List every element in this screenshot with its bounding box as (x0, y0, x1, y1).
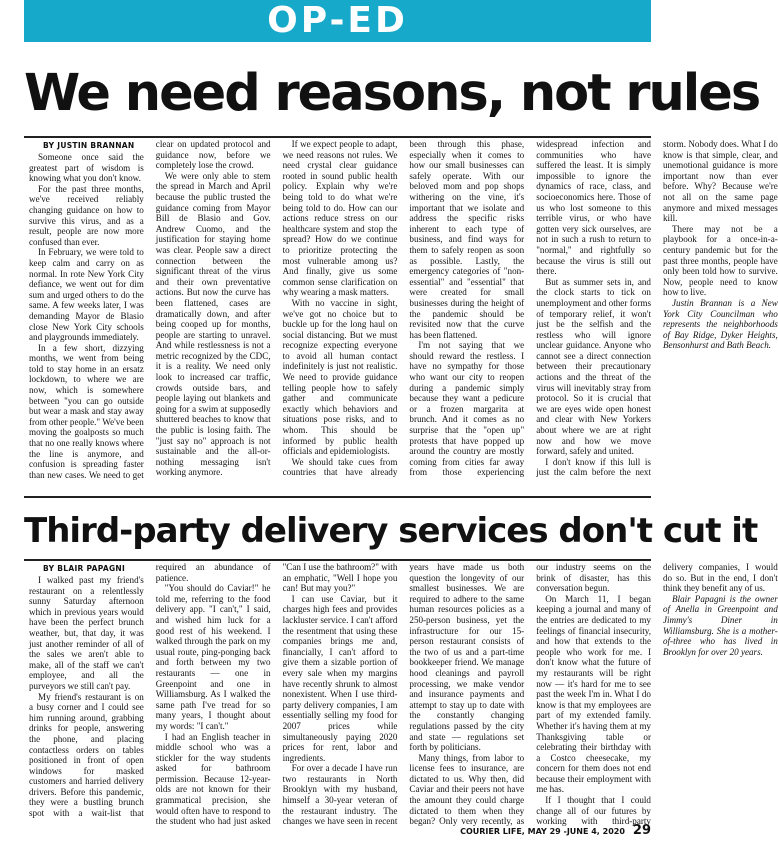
paragraph: I can use Caviar, but it charges high fees and provides lackluster service. I can't afford the resentment that using these companies brings me and, financially, I can't afford to give them a sizable portion of every sale when my margins have recently shrunk to almost nonexistent. When I use third-party delivery companies, I am essentially selling my food for 2007 prices while simultaneously paying 2020 prices for rent, labor and ingredients. (282, 593, 398, 763)
paragraph: There may not be a playbook for a once-in-a-century pandemic but for the past three months, people have only been told how to survive. Now, people need to know how to live. (662, 223, 778, 298)
section-label: OP-ED (267, 0, 408, 41)
paragraph: We were only able to stem the spread in March and April because the public trusted the guidance coming from Mayor Bill de Blasio and Gov. Andrew Cuomo, and the justification for staying home was clear. People saw a direct connection between the significant threat of the virus and their own preventative actions. But now the curve has been flattened, cases are dramatically down, and after being cooped up for months, people are starting to unravel. And while restlessness is not a metric recognized by the CDC, it is a reality. We need only look to increased car traffic, crowds outside bars, and people laying out blankets and going for a swim at supposedly shuttered beaches to know that the public is losing faith. The "just say no" approach is not sustainable and the all-or-nothing messaging isn't working anymore. (155, 170, 271, 478)
paragraph: For the past three months, we've received reliably changing guidance on how to survive this virus, and as a result, people are now more confused than ever. (29, 183, 144, 247)
paragraph: I walked past my friend's restaurant on a relentlessly sunny Saturday afternoon which in previous years would have been the perfect brunch weather, but, that day, it was just another reminder of all of the sales we aren't able to make, all of the staff we can't employee, and all the purveyors we still can't pay. (29, 575, 144, 691)
paragraph: My friend's restaurant is on a busy corner and I could see him running around, grabbing drinks for people, answering the phone, and placing contactless orders on tables positioned in front of open windows for masked customers and harried delivery drivers. Before this pandemic, they were a bustling brunch spot with a wait-list that required an abundance of patience. (29, 562, 271, 819)
paragraph: If I thought that I could change all of our futures by working with third-party delivery companies, I would do so. But in the end, I don't think they benefit any of us. (536, 562, 778, 827)
paragraph: If we expect people to adapt, we need reasons not rules. We need crystal clear guidance rooted in sound public health policy. Explain why we're being told to do what we're being told to do. How can our actions reduce stress on our healthcare system and stop the spread? How do we continue to prioritize protecting the most vulnerable among us? And finally, give us some common sense clarification on why wearing a mask matters. (282, 139, 398, 298)
page-number: 29 (632, 823, 651, 838)
publication-info: COURIER LIFE, MAY 29 -JUNE 4, 2020 (460, 827, 625, 836)
paragraph: With no vaccine in sight, we've got no choice but to buckle up for the long haul on social distancing. But we must recognize expecting everyone to avoid all human contact indefinitely is just not realistic. We need to provide guidance telling people how to safely gather and communicate exactly which behaviors and situations pose risks, and to whom. This should be informed by public health officials and epidemiologists. (282, 297, 398, 457)
author-tagline: Justin Brannan is a New York City Councilman who represents the neighborhoods of Bay Ridge, Dyker Heights, Bensonhurst and Bath Beach. (662, 297, 778, 351)
page-footer (460, 823, 651, 838)
paragraph: We should take cues from countries that have already been through this phase, especially when it comes to how our small businesses can safely operate. With our beloved mom and pop shops withering on the vine, it's important that we isolate and address the specific risks inherent to each type of business, and find ways for them to safely reopen as soon as possible. Lastly, the emergency categories of "non-essential" and "essential" that were created for small businesses during the height of the pandemic should be revisited now that the curve has been flattened. (282, 139, 525, 478)
paragraph: I don't know if this lull is just the calm before the next storm. Nobody does. What I do know is that simple, clear, and unemotional guidance is more important now than ever before. Why? Because we're not all on the same page anymore and mixed messages kill. (536, 139, 778, 478)
article2-byline: BY BLAIR PAPAGNI (43, 564, 126, 573)
paragraph: For over a decade I have run two restaurants in North Brooklyn with my husband, himself a 30-year veteran of the restaurant industry. The changes we have seen in recent years have made us both question the longevity of our smallest businesses. We are required to adhere to the same human resources policies as a 250-person business, yet the infrastructure for our 15-person restaurant consists of the two of us and a part-time bookkeeper friend. We manage hood cleanings and payroll processing, we make vendor and insurance payments and attempt to stay up to date with the constantly changing regulations passed by the city and state — regulations set forth by politicians. (282, 562, 525, 827)
paragraph: But as summer sets in, and the clock starts to tick on unemployment and other forms of temporary relief, it won't just be the selfish and the restless who will ignore unclear guidance. Anyone who cannot see a direct connection between their precautionary actions and the threat of the virus will inevitably stray from protocol. So it is crucial that we are eyes wide open honest and clear with New Yorkers about where we are at right now and how we move forward, safely and united. (536, 276, 651, 457)
article1-body (29, 139, 778, 484)
author-tagline: Blair Papagni is the owner of Anella in Greenpoint and Jimmy's Diner in Williamsburg. She is a mother-of-three who has lived in Brooklyn for over 20 years. (662, 593, 778, 657)
article1-byline: BY JUSTIN BRANNAN (43, 141, 135, 150)
article1-headline: We need reasons, not rules (24, 64, 760, 123)
paragraph: In February, we were told to keep calm and carry on as normal. In rote New York City defiance, we went out for dim sum and urged others to do the same. A few weeks later, I was demanding Mayor de Blasio close New York City schools and playgrounds immediately. (29, 247, 144, 343)
paragraph: "You should do Caviar!" he told me, referring to the food delivery app. "I can't," I said, and wished him luck for a good rest of his weekend. I walked through the park on my usual route, ping-ponging back and forth between my two restaurants — one in Greenpoint and one in Williamsburg. As I walked the same path I've tread for so many years, I thought about my words: "I can't." (155, 583, 271, 731)
paragraph: In a few short, dizzying months, we went from being told to stay home in an ersatz lockdown, to where we are now, which is somewhere between "you can go outside but wear a mask and stay away from other people." We've been moving the goalposts so much that no one really knows where the line is anymore, and confusion is spreading faster than new cases. We need to get clear on updated protocol and guidance now, before we completely lose the crowd. (29, 139, 271, 480)
article2-body (29, 562, 778, 830)
paragraph: I'm not saying that we should reward the restless. I have no sympathy for those who want our city to reopen during a pandemic simply because they want a pedicure or a frozen margarita at brunch. And it comes as no surprise that the "open up" protests that have popped up around the country are mostly coming from cities far away from those experiencing widespread infection and communities who have suffered the least. It is simply impossible to ignore the dynamics of race, class, and socioeconomics here. Those of us who lost someone to this terrible virus, or who have gotten very sick ourselves, are not in such a rush to return to "normal," and rightfully so because the virus is still out there. (409, 139, 651, 478)
headline-rule-bottom (24, 559, 651, 561)
paragraph: I had an English teacher in middle school who was a stickler for the way students asked for bathroom permission. Because 12-year-olds are not known for their grammatical precision, she would often have to respond to the student who had just asked "Can I use the bathroom?" with an emphatic, "Well I hope you can! But may you?" (155, 562, 398, 827)
section-banner (24, 0, 651, 42)
headline-rule-top (24, 136, 651, 138)
article2-headline: Third-party delivery services don't cut it (24, 511, 758, 551)
section-divider (24, 496, 651, 498)
paragraph: Someone once said the greatest part of wisdom is knowing what you don't know. (29, 152, 144, 184)
paragraph: Many things, from labor to license fees to insurance, are dictated to us. Why then, did Caviar and their peers not have the amount they could charge dictated to them when they began? Only very recently, as our industry seems on the brink of disaster, has this conversation begun. (409, 562, 651, 827)
paragraph: On March 11, I began keeping a journal and many of the entries are dedicated to my feelings of financial insecurity, and how that extends to the people who work for me. I don't know what the future of my restaurants will be right now — it's hard for me to see past the week I'm in. What I do know is that my employees are part of my extended family. Whether it's having them at my Thanksgiving table or celebrating their birthday with a Costco cheesecake, my concern for them does not end because their employment with me has. (536, 593, 651, 795)
